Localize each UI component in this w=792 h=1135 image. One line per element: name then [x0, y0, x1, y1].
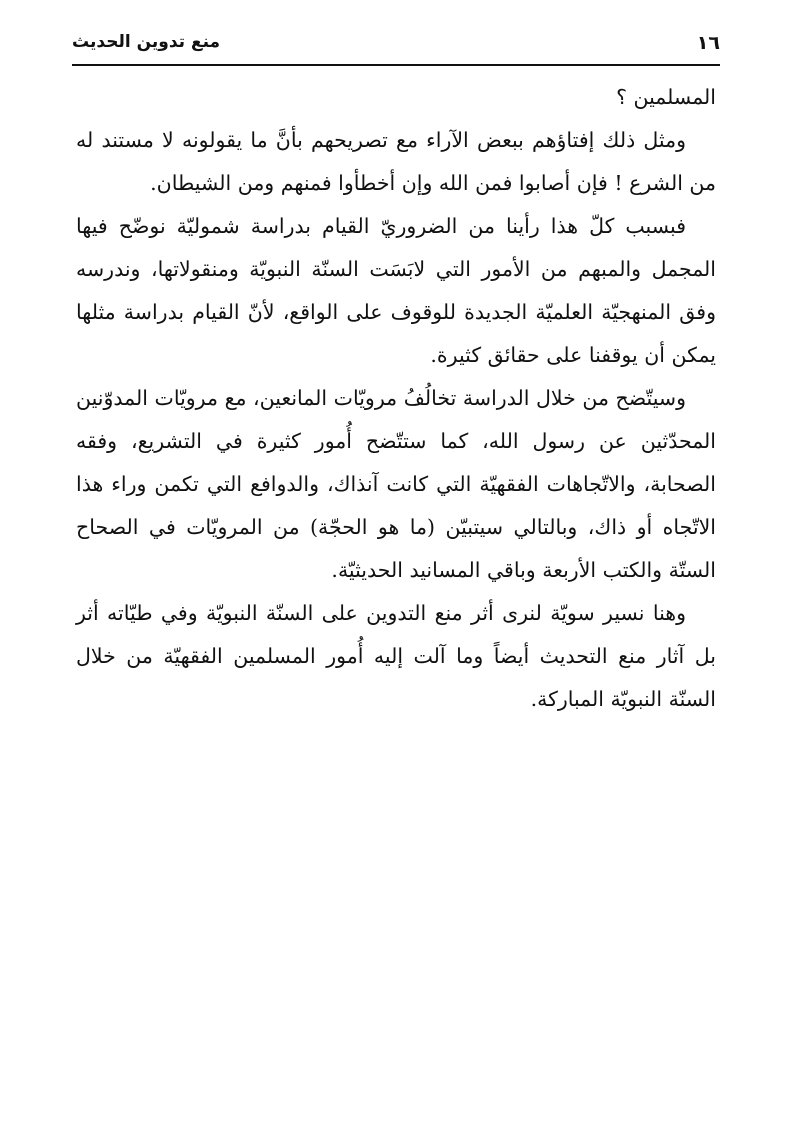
page-number: ١٦: [696, 32, 720, 54]
header-rule: [72, 64, 720, 66]
running-title: منع تدوين الحديث: [72, 32, 221, 52]
body-text: [76, 76, 716, 721]
paragraph: المسلمين ؟: [616, 85, 716, 109]
paragraph: وهنا نسير سويّة لنرى أثر منع التدوين على السنّة النبويّة وفي طيّاته أثر بل آثار منع التحديث أيضاً وما آلت إليه أُمور المسلمين الفقهيّة من خلال السنّة النبويّة المباركة.: [76, 601, 716, 711]
paragraph: فبسبب كلّ هذا رأينا من الضروريّ القيام بدراسة شموليّة نوضّح فيها المجمل والمبهم من الأمور التي لابَسَت السنّة النبويّة ومنقولاتها، وندرسه وفق المنهجيّة العلميّة الجديدة للوقوف على الواقع، لأنّ القيام بدراسة مثلها يمكن أن يوقفنا على حقائق كثيرة.: [76, 214, 716, 367]
paragraph: وسيتّضح من خلال الدراسة تخالُفُ مرويّات المانعين، مع مرويّات المدوّنين المحدّثين عن رسول الله، كما ستتّضح أُمور كثيرة في التشريع، وفقه الصحابة، والاتّجاهات الفقهيّة التي كانت آنذاك، والدوافع التي تكمن وراء هذا الاتّجاه أو ذاك، وبالتالي سيتبيّن (ما هو الحجّة) من المرويّات في الصحاح الستّة والكتب الأربعة وباقي المسانيد الحديثيّة.: [76, 386, 716, 582]
paragraph: ومثل ذلك إفتاؤهم ببعض الآراء مع تصريحهم بأنَّ ما يقولونه لا مستند له من الشرع ! فإن أصابوا فمن الله وإن أخطأوا فمنهم ومن الشيطان.: [76, 128, 716, 195]
page-header: [72, 30, 720, 64]
